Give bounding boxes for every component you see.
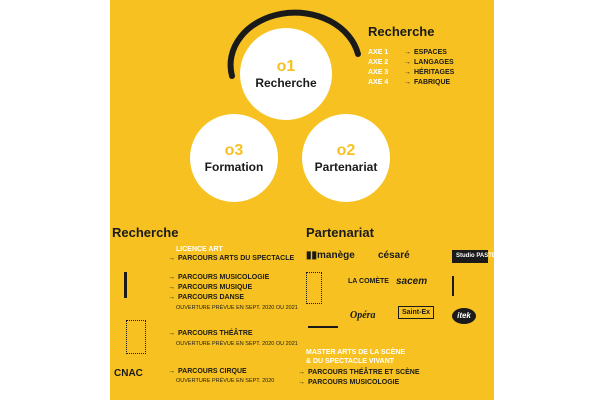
list-item	[168, 284, 252, 291]
arrow-icon: →	[404, 69, 411, 76]
opening-note: OUVERTURE PRÉVUE EN SEPT. 2020 OU 2021	[176, 341, 298, 347]
arrow-icon: →	[168, 255, 175, 262]
list-item	[168, 368, 247, 375]
arrow-icon: →	[168, 368, 175, 375]
recherche-section-title: Recherche	[112, 225, 179, 240]
axe-row	[368, 48, 454, 58]
opening-note: OUVERTURE PRÉVUE EN SEPT. 2020	[176, 378, 275, 384]
circle-label: Formation	[204, 159, 264, 174]
arrow-icon: →	[404, 49, 411, 56]
item-label: PARCOURS MUSICOLOGIE	[178, 274, 270, 281]
circle-number: o2	[336, 141, 356, 159]
arrow-icon: →	[298, 379, 305, 386]
arrow-icon: →	[168, 294, 175, 301]
arrow-icon: →	[298, 369, 305, 376]
opening-note: OUVERTURE PRÉVUE EN SEPT. 2020 OU 2021	[176, 305, 298, 311]
master-heading-1: MASTER ARTS DE LA SCÈNE	[306, 349, 406, 356]
axe-key: AXE 4	[368, 79, 389, 86]
item-label: PARCOURS DANSE	[178, 294, 244, 301]
list-item	[168, 255, 294, 262]
conservatoire-logo-2	[308, 308, 338, 328]
list-item	[168, 294, 244, 301]
circle-partenariat	[302, 114, 390, 202]
comedie-logo	[306, 272, 322, 304]
itek-logo	[452, 308, 476, 324]
axe-row	[368, 68, 454, 78]
la-comete-logo: LA COMÈTE	[348, 278, 389, 285]
list-item	[168, 330, 253, 337]
axe-value: LANGAGES	[414, 59, 454, 66]
recherche-block-title: Recherche	[368, 24, 435, 39]
logo-text: itek	[457, 311, 471, 320]
circle-label: Recherche	[255, 75, 317, 90]
ecole-superieure-logo	[452, 276, 486, 296]
partenariat-section-title: Partenariat	[306, 225, 374, 240]
poster-frame	[110, 0, 500, 400]
college-logo	[126, 320, 146, 354]
circle-formation	[190, 114, 278, 202]
manege-logo: ▮▮manège	[306, 250, 355, 261]
sacem-logo: sacem	[396, 276, 428, 287]
item-label: PARCOURS ARTS DU SPECTACLE	[178, 255, 295, 262]
axe-row	[368, 58, 454, 68]
item-label: PARCOURS CIRQUE	[178, 368, 247, 375]
list-item	[298, 369, 420, 376]
axes-list	[368, 48, 454, 88]
axe-row	[368, 78, 454, 88]
logo-text: Studio PASTEL	[456, 253, 500, 259]
item-label: PARCOURS THÉÂTRE ET SCÈNE	[308, 369, 420, 376]
circle-label: Partenariat	[314, 159, 378, 174]
axe-key: AXE 2	[368, 59, 389, 66]
arrow-icon: →	[168, 330, 175, 337]
studio-pastel-logo	[452, 250, 500, 263]
licence-heading: LICENCE ART	[176, 246, 223, 253]
circle-number: o3	[224, 141, 244, 159]
logo-text: manège	[317, 250, 355, 261]
arrow-icon: →	[168, 274, 175, 281]
arrow-icon: →	[404, 59, 411, 66]
arrow-icon: →	[168, 284, 175, 291]
axe-key: AXE 3	[368, 69, 389, 76]
list-item	[298, 379, 399, 386]
axe-value: HÉRITAGES	[414, 69, 455, 76]
axe-value: ESPACES	[414, 49, 447, 56]
list-item	[168, 274, 269, 281]
axe-value: FABRIQUE	[414, 79, 451, 86]
circle-recherche	[240, 28, 332, 120]
item-label: PARCOURS THÉÂTRE	[178, 330, 253, 337]
circle-number: o1	[276, 57, 296, 75]
opera-logo: Opéra	[350, 310, 376, 321]
item-label: PARCOURS MUSIQUE	[178, 284, 253, 291]
master-heading-2: & DU SPECTACLE VIVANT	[306, 358, 395, 365]
item-label: PARCOURS MUSICOLOGIE	[308, 379, 400, 386]
saint-ex-logo	[398, 306, 434, 319]
conservatoire-logo	[124, 272, 167, 298]
arrow-icon: →	[404, 79, 411, 86]
cesare-logo: césaré	[378, 250, 410, 261]
cnac-logo: CNAC	[114, 368, 143, 379]
logo-text: Saint-Ex	[402, 309, 431, 316]
axe-key: AXE 1	[368, 49, 389, 56]
